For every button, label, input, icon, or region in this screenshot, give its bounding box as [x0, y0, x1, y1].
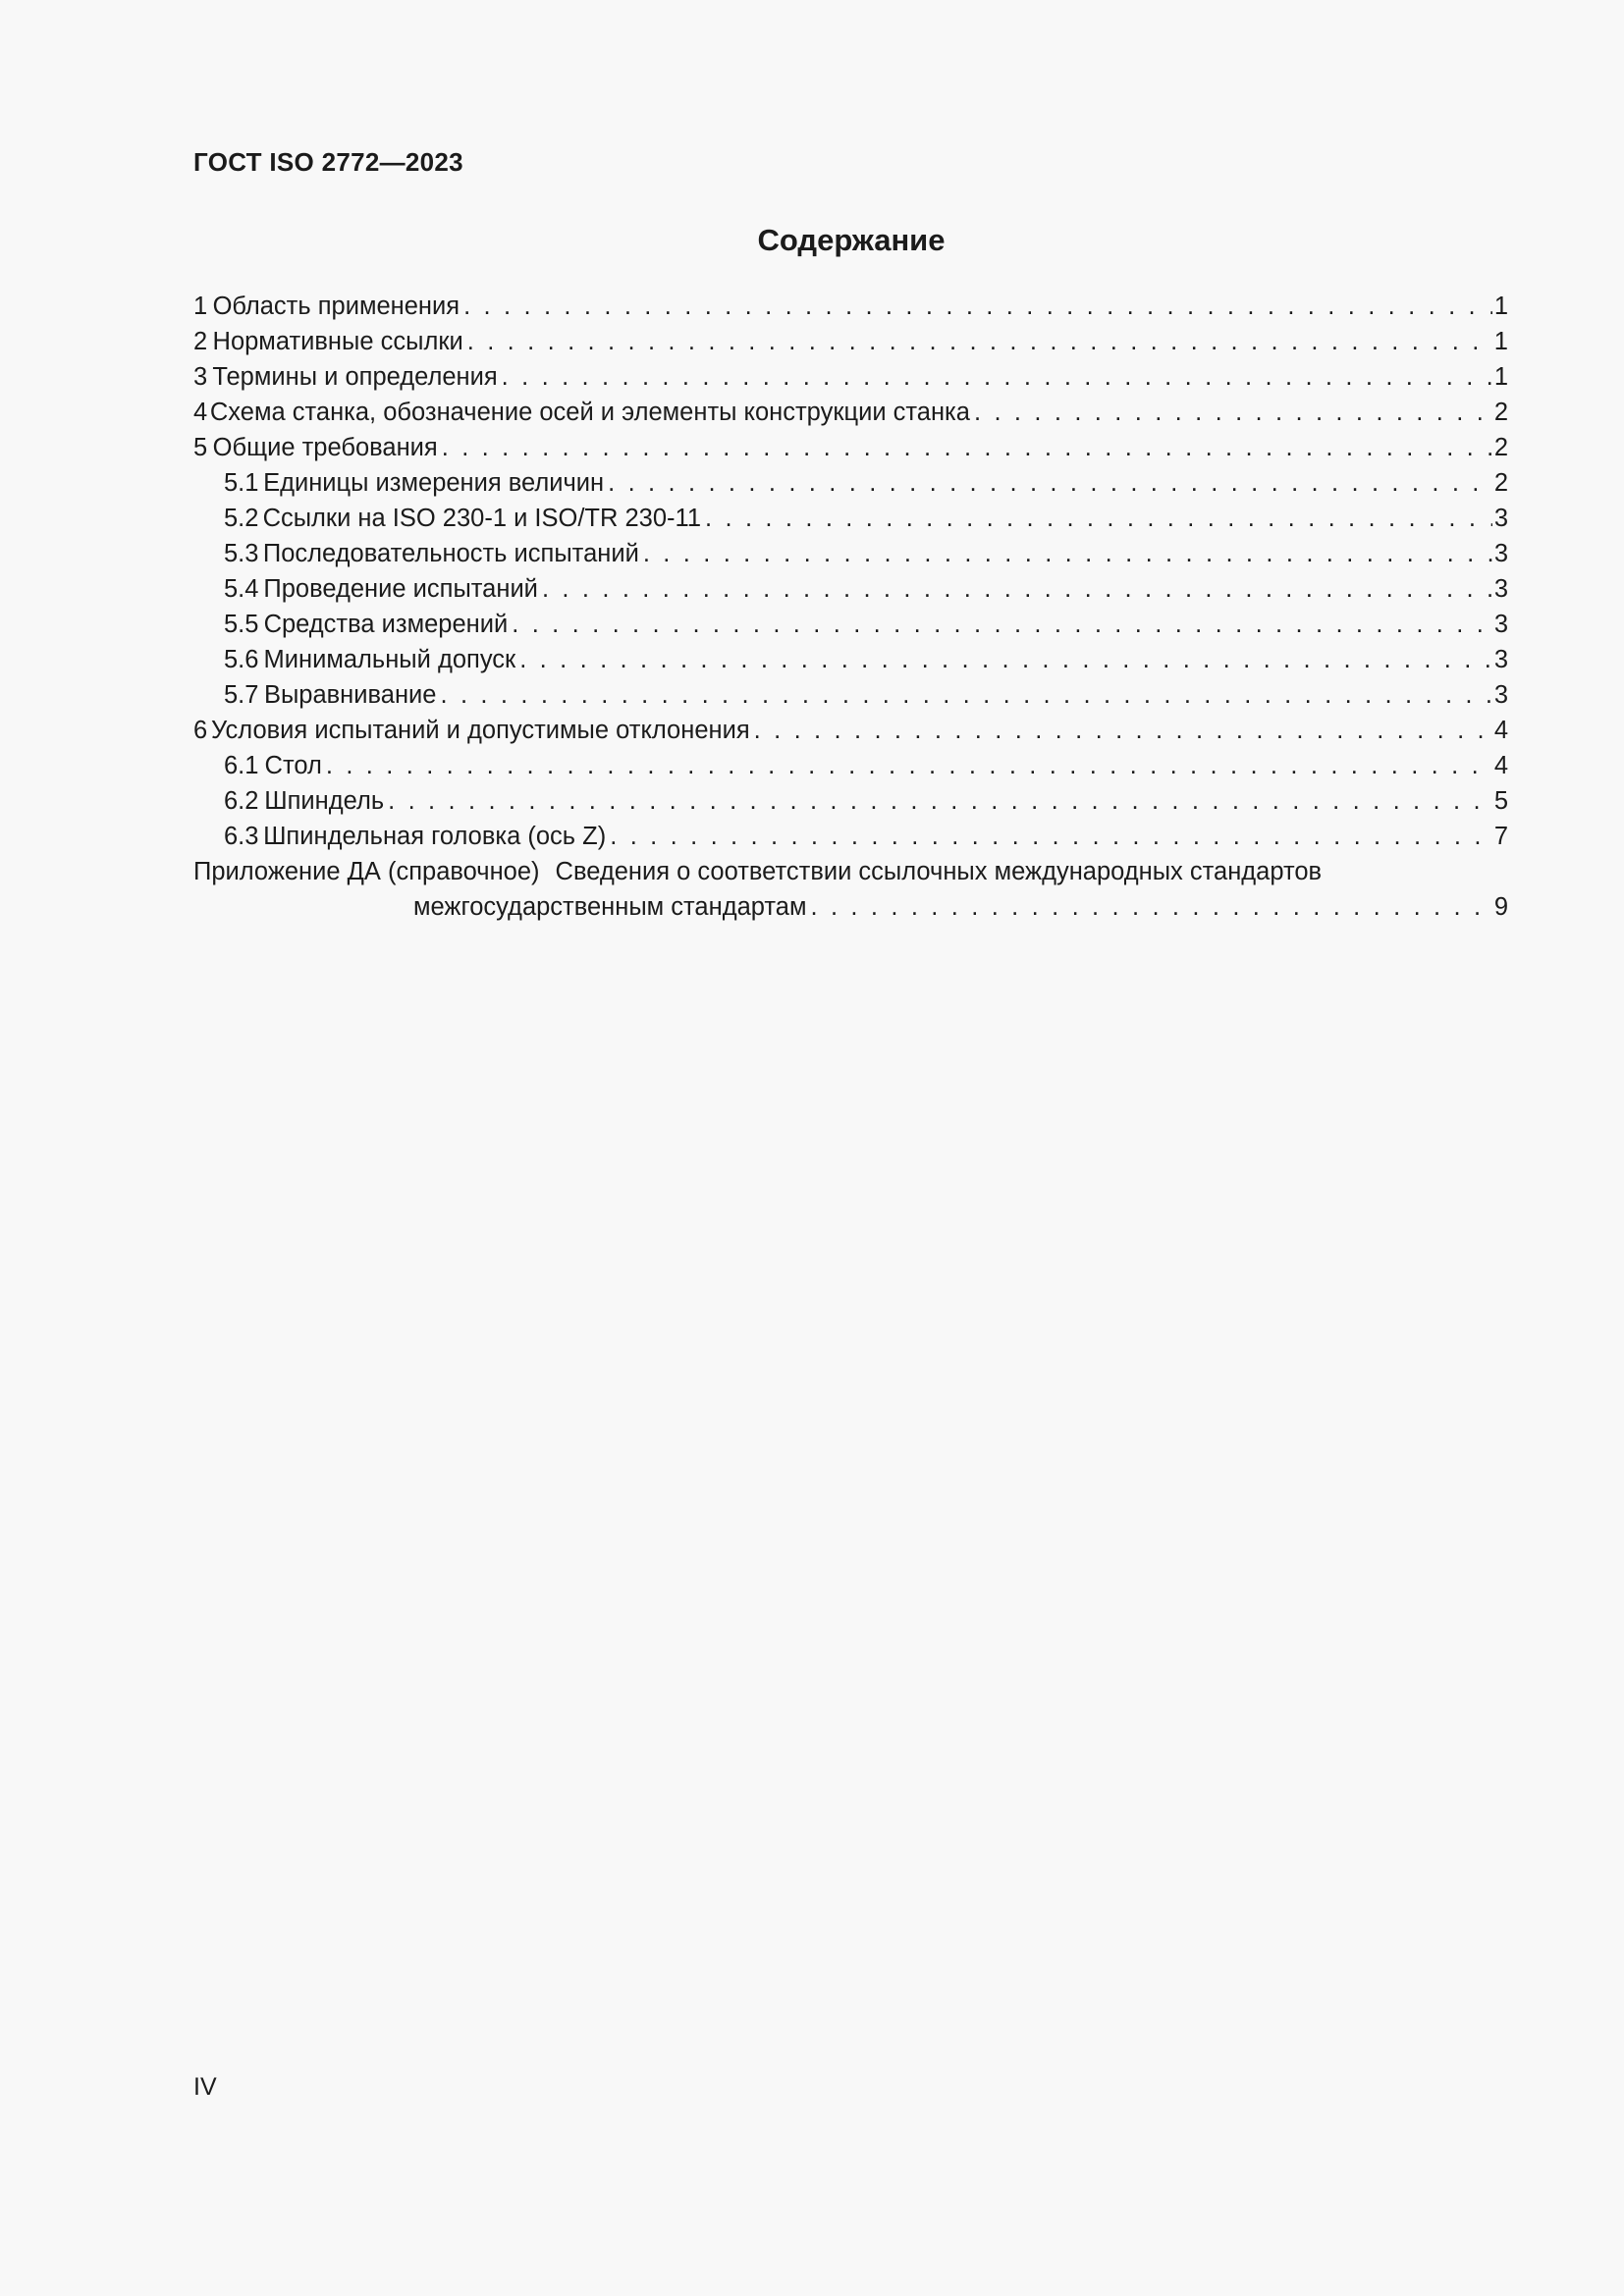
- toc-annex-title-line2: межгосударственным стандартам: [413, 893, 807, 921]
- toc-entry-3[interactable]: [193, 359, 1508, 395]
- toc-leader-dots: [643, 536, 1492, 571]
- toc-leader-dots: [502, 359, 1492, 395]
- page-number: IV: [193, 2073, 217, 2101]
- toc-entry-page: 7: [1493, 823, 1508, 850]
- document-id: ГОСТ ISO 2772—2023: [193, 147, 463, 177]
- toc-entry-number: 5.1: [224, 469, 259, 497]
- toc-entry-page: 2: [1493, 399, 1508, 426]
- toc-leader-dots: [542, 571, 1492, 607]
- toc-title: Содержание: [757, 223, 946, 257]
- toc-annex-label: Приложение ДА (справочное): [193, 858, 540, 885]
- toc-annex-page: 9: [1493, 893, 1508, 921]
- toc-leader-dots: [705, 501, 1492, 536]
- toc-entry-number: 4: [193, 399, 208, 426]
- toc-entry-number: 5.5: [224, 611, 259, 638]
- toc-entry-title: Ссылки на ISO 230-1 и ISO/TR 230-11: [262, 505, 702, 532]
- toc-entry-5[interactable]: [193, 430, 1508, 465]
- toc-leader-dots: [608, 465, 1492, 501]
- toc-entry-number: 3: [193, 363, 208, 391]
- toc-leader-dots: [442, 430, 1492, 465]
- toc-entry-title: Нормативные ссылки: [212, 328, 463, 355]
- toc-entry-number: 5: [193, 434, 208, 461]
- toc-entry-page: 3: [1493, 540, 1508, 567]
- toc-entry-title: Схема станка, обозначение осей и элементы конструкции станка: [209, 399, 970, 426]
- toc-entry-title: Проведение испытаний: [263, 575, 538, 603]
- toc-entry-number: 6.2: [224, 787, 259, 815]
- toc-entry-5-6[interactable]: [193, 642, 1508, 677]
- toc-leader-dots: [467, 324, 1492, 359]
- toc-entry-page: 1: [1493, 293, 1508, 320]
- toc-entry-page: 3: [1493, 611, 1508, 638]
- toc-entry-title: Минимальный допуск: [263, 646, 516, 673]
- toc-entry-number: 5.4: [224, 575, 259, 603]
- toc-entry-6-3[interactable]: [193, 819, 1508, 854]
- toc-entry-page: 4: [1493, 717, 1508, 744]
- toc-annex-title-line1: Сведения о соответствии ссылочных международных стандартов: [555, 858, 1323, 885]
- toc-annex-entry-continued[interactable]: [193, 889, 1508, 925]
- toc-entry-title: Единицы измерения величин: [263, 469, 605, 497]
- toc-entry-title: Шпиндельная головка (ось Z): [263, 823, 607, 850]
- toc-entry-title: Условия испытаний и допустимые отклонения: [211, 717, 750, 744]
- toc-entry-title: Средства измерений: [263, 611, 509, 638]
- toc-entry-title: Выравнивание: [263, 681, 437, 709]
- toc-entry-page: 1: [1493, 328, 1508, 355]
- toc-entry-page: 5: [1493, 787, 1508, 815]
- toc-entry-page: 3: [1493, 575, 1508, 603]
- toc-entry-5-3[interactable]: [193, 536, 1508, 571]
- table-of-contents: [193, 289, 1508, 925]
- toc-entry-page: 1: [1493, 363, 1508, 391]
- toc-entry-number: 5.7: [224, 681, 259, 709]
- toc-entry-number: 6.1: [224, 752, 259, 779]
- toc-leader-dots: [388, 783, 1492, 819]
- toc-entry-number: 1: [193, 293, 208, 320]
- toc-entry-title: Последовательность испытаний: [262, 540, 639, 567]
- toc-entry-number: 6: [193, 717, 208, 744]
- toc-entry-page: 4: [1493, 752, 1508, 779]
- toc-entry-5-2[interactable]: [193, 501, 1508, 536]
- toc-entry-title: Шпиндель: [264, 787, 385, 815]
- toc-entry-title: Термины и определения: [212, 363, 498, 391]
- toc-leader-dots: [519, 642, 1492, 677]
- toc-entry-2[interactable]: [193, 324, 1508, 359]
- toc-leader-dots: [974, 395, 1492, 430]
- toc-entry-5-7[interactable]: [193, 677, 1508, 713]
- toc-entry-number: 5.2: [224, 505, 259, 532]
- toc-entry-title: Область применения: [212, 293, 460, 320]
- toc-entry-5-4[interactable]: [193, 571, 1508, 607]
- toc-entry-page: 3: [1493, 646, 1508, 673]
- toc-entry-page: 3: [1493, 681, 1508, 709]
- toc-entry-5-1[interactable]: [193, 465, 1508, 501]
- toc-entry-6-2[interactable]: [193, 783, 1508, 819]
- toc-leader-dots: [754, 713, 1492, 748]
- toc-entry-number: 6.3: [224, 823, 259, 850]
- toc-entry-1[interactable]: [193, 289, 1508, 324]
- toc-leader-dots: [440, 677, 1491, 713]
- toc-annex-entry[interactable]: [193, 854, 1508, 889]
- toc-entry-6[interactable]: [193, 713, 1508, 748]
- toc-entry-page: 2: [1493, 469, 1508, 497]
- toc-entry-number: 5.3: [224, 540, 259, 567]
- toc-entry-number: 2: [193, 328, 208, 355]
- toc-entry-4[interactable]: [193, 395, 1508, 430]
- toc-entry-page: 3: [1493, 505, 1508, 532]
- toc-entry-title: Общие требования: [212, 434, 438, 461]
- toc-entry-6-1[interactable]: [193, 748, 1508, 783]
- toc-entry-title: Стол: [264, 752, 322, 779]
- toc-leader-dots: [512, 607, 1492, 642]
- toc-leader-dots: [326, 748, 1492, 783]
- toc-leader-dots: [610, 819, 1492, 854]
- toc-entry-5-5[interactable]: [193, 607, 1508, 642]
- toc-entry-number: 5.6: [224, 646, 259, 673]
- toc-entry-page: 2: [1493, 434, 1508, 461]
- toc-leader-dots: [810, 889, 1491, 925]
- toc-leader-dots: [463, 289, 1492, 324]
